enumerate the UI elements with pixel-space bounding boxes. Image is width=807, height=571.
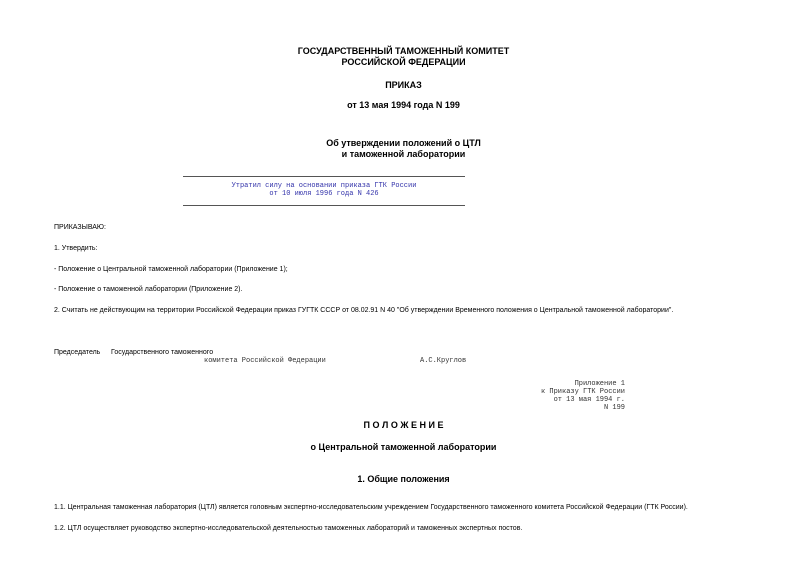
annex-line-3: от 13 мая 1994 г.	[553, 396, 625, 404]
notice-top-rule	[183, 176, 465, 177]
annex-line-2: к Приказу ГТК России	[540, 388, 625, 396]
repeal-notice-line-1	[183, 182, 465, 190]
repeal-notice-prefix: Утратил силу на основании	[231, 182, 337, 190]
item-1: 1. Утвердить:	[54, 245, 98, 252]
signature-role: Председатель	[54, 349, 101, 356]
annex-line-4: N 199	[603, 404, 625, 412]
signature-org-line-2: комитета Российской Федерации	[204, 357, 326, 365]
section-1-heading: 1. Общие положения	[357, 474, 450, 484]
regulation-subheading: о Центральной таможенной лаборатории	[310, 442, 497, 452]
repeal-order-link[interactable]: приказа ГТК России	[340, 182, 417, 190]
doc-title-line-1: Об утверждении положений о ЦТЛ	[326, 138, 481, 148]
repeal-notice	[183, 182, 465, 198]
order-word: ПРИКАЗЫВАЮ:	[54, 224, 106, 231]
paragraph-1-1: 1.1. Центральная таможенная лаборатория (ЦТЛ) является головным экспертно-исследовательским учреждением Государственного таможенного комитета Российской Федерации (ГТК России).	[54, 504, 688, 511]
item-1b: - Положение о таможенной лаборатории (Приложение 2).	[54, 286, 243, 293]
org-line-1: ГОСУДАРСТВЕННЫЙ ТАМОЖЕННЫЙ КОМИТЕТ	[297, 46, 510, 56]
signature-name: А.С.Круглов	[420, 357, 467, 365]
repeal-notice-line-2: от 10 июля 1996 года N 426	[269, 190, 379, 198]
annex-reference	[480, 380, 625, 412]
notice-bottom-rule	[183, 205, 465, 206]
annex-line-1: Приложение 1	[574, 380, 625, 388]
doc-title	[0, 138, 807, 160]
organization-header	[0, 46, 807, 68]
doc-title-line-2: и таможенной лаборатории	[341, 149, 466, 159]
signature-org-line-1: Государственного таможенного	[111, 349, 214, 356]
item-1a: - Положение о Центральной таможенной лаборатории (Приложение 1);	[54, 266, 288, 273]
paragraph-1-2: 1.2. ЦТЛ осуществляет руководство экспертно-исследовательской деятельностью таможенных лабораторий и таможенных экспертных постов.	[54, 525, 523, 532]
regulation-heading: П О Л О Ж Е Н И Е	[363, 420, 444, 430]
item-2: 2. Считать не действующим на территории Российской Федерации приказ ГУГТК СССР от 08.02.91 N 40 "Об утверждении Временного положения о Центральной таможенной лаборатории".	[54, 307, 674, 314]
doc-type: ПРИКАЗ	[385, 80, 422, 90]
doc-date: от 13 мая 1994 года N 199	[347, 100, 460, 110]
org-line-2: РОССИЙСКОЙ ФЕДЕРАЦИИ	[341, 57, 466, 67]
